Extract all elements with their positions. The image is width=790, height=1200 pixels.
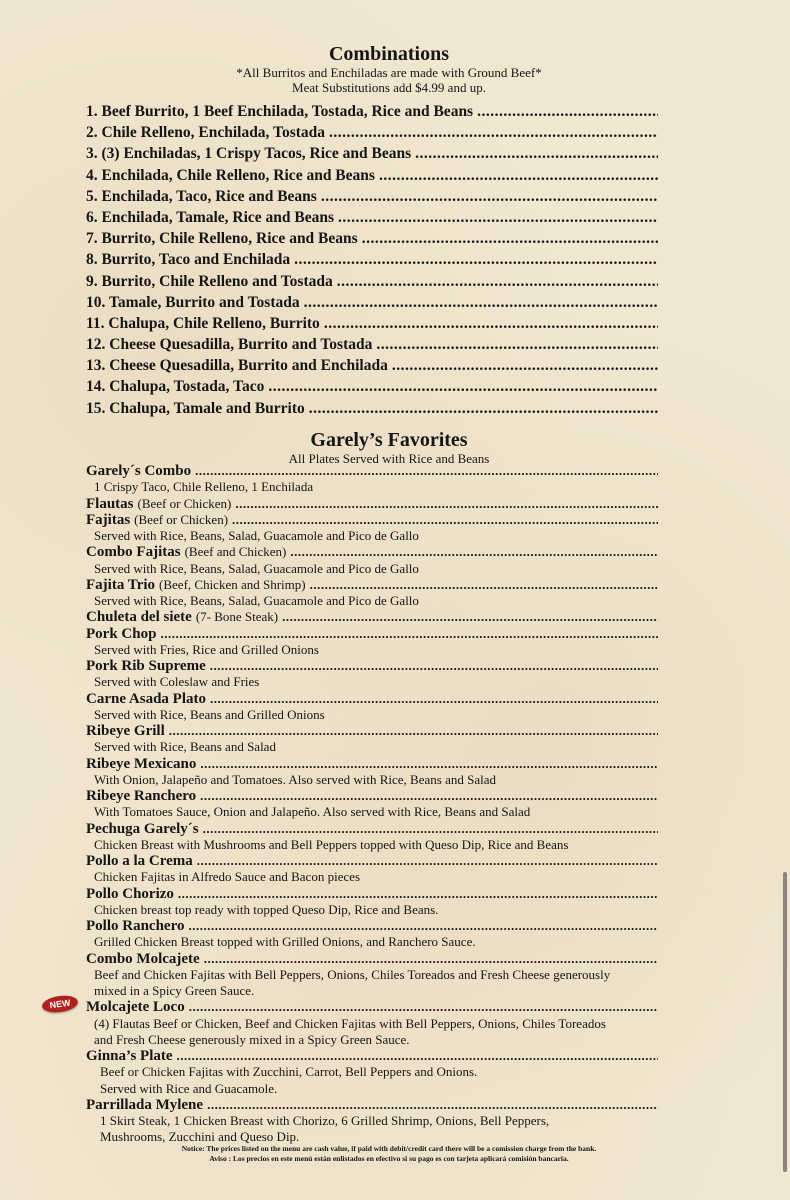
favorite-name: Molcajete Loco bbox=[86, 999, 185, 1016]
favorites-header bbox=[0, 429, 778, 466]
favorite-heading bbox=[86, 609, 658, 625]
combination-item bbox=[86, 292, 658, 313]
combinations-note-2: Meat Substitutions add $4.99 and up. bbox=[292, 80, 486, 95]
combination-item bbox=[86, 376, 658, 397]
combination-label: 12. Cheese Quesadilla, Burrito and Tostada bbox=[86, 336, 373, 354]
combinations-note-1: *All Burritos and Enchiladas are made with Ground Beef* bbox=[236, 65, 542, 80]
favorite-item bbox=[86, 626, 658, 659]
favorite-name: Flautas bbox=[86, 495, 134, 512]
combination-item bbox=[86, 249, 658, 270]
dot-leader bbox=[304, 292, 658, 313]
favorite-name: Ribeye Grill bbox=[86, 723, 165, 740]
combination-item bbox=[86, 228, 658, 249]
favorite-name: Garely´s Combo bbox=[86, 463, 192, 479]
dot-leader bbox=[177, 1048, 658, 1064]
price-notice-english: Notice: The prices listed on the menu are cash value, if paid with debit/credit card there will be a comission charge from the bank. bbox=[181, 1144, 597, 1153]
combination-label: 10. Tamale, Burrito and Tostada bbox=[86, 293, 300, 311]
favorite-name: Pechuga Garely´s bbox=[86, 820, 199, 837]
favorite-item bbox=[86, 544, 658, 577]
dot-leader bbox=[309, 398, 658, 419]
dot-leader bbox=[197, 853, 658, 869]
favorite-description: Served with Rice, Beans, Salad, Guacamole and Pico de Gallo bbox=[94, 528, 419, 544]
dot-leader bbox=[268, 376, 658, 397]
combination-item bbox=[86, 122, 658, 143]
favorite-heading bbox=[86, 788, 658, 804]
dot-leader bbox=[204, 951, 658, 967]
favorite-item bbox=[86, 788, 658, 821]
favorite-heading bbox=[86, 723, 658, 739]
favorite-note: (Beef, Chicken and Shrimp) bbox=[159, 576, 306, 592]
combination-label: 2. Chile Relleno, Enchilada, Tostada bbox=[86, 124, 326, 142]
price-notice bbox=[0, 1144, 778, 1164]
favorite-item bbox=[86, 609, 658, 625]
new-badge bbox=[41, 994, 79, 1015]
favorite-heading bbox=[86, 853, 658, 869]
favorite-description: Chicken Fajitas in Alfredo Sauce and Bacon pieces bbox=[94, 869, 361, 885]
combination-item bbox=[86, 101, 658, 122]
favorite-name: Pork Rib Supreme bbox=[86, 658, 206, 675]
scrollbar[interactable] bbox=[783, 872, 787, 1172]
favorite-item bbox=[86, 512, 658, 545]
dot-leader bbox=[169, 723, 658, 739]
favorite-heading bbox=[86, 951, 658, 967]
favorite-description: Served with Rice, Beans, Salad, Guacamole and Pico de Gallo bbox=[94, 593, 419, 609]
favorite-description: (4) Flautas Beef or Chicken, Beef and Chicken Fajitas with Bell Peppers, Onions, Chiles Toreados bbox=[94, 1015, 606, 1031]
favorites-title: Garely’s Favorites bbox=[310, 429, 468, 451]
favorite-name: Combo Fajitas bbox=[86, 544, 181, 561]
favorite-item bbox=[86, 886, 658, 919]
combination-label: 11. Chalupa, Chile Relleno, Burrito bbox=[86, 314, 320, 332]
dot-leader bbox=[477, 101, 658, 122]
combination-label: 4. Enchilada, Chile Relleno, Rice and Beans bbox=[86, 166, 375, 184]
favorite-heading bbox=[86, 496, 658, 512]
dot-leader bbox=[310, 577, 658, 593]
dot-leader bbox=[329, 122, 658, 143]
favorite-item bbox=[86, 821, 658, 854]
favorite-description: Beef or Chicken Fajitas with Zucchini, Carrot, Bell Peppers and Onions. bbox=[100, 1064, 478, 1080]
combination-item bbox=[86, 186, 658, 207]
combination-label: 7. Burrito, Chile Relleno, Rice and Beans bbox=[86, 230, 358, 248]
favorite-heading bbox=[86, 821, 658, 837]
new-badge-label: NEW bbox=[48, 997, 72, 1011]
combination-label: 15. Chalupa, Tamale and Burrito bbox=[86, 399, 305, 417]
favorite-item bbox=[86, 999, 658, 1048]
favorite-name: Fajitas bbox=[86, 511, 131, 528]
combination-item bbox=[86, 398, 658, 419]
dot-leader bbox=[200, 788, 658, 804]
combination-label: 3. (3) Enchiladas, 1 Crispy Tacos, Rice and Beans bbox=[86, 145, 412, 163]
favorite-item bbox=[86, 853, 658, 886]
combination-item bbox=[86, 313, 658, 334]
favorites-list bbox=[86, 463, 658, 1145]
favorite-heading bbox=[86, 626, 658, 642]
favorite-item bbox=[86, 918, 658, 951]
dot-leader bbox=[203, 821, 658, 837]
favorite-heading bbox=[86, 577, 658, 593]
dot-leader bbox=[338, 207, 658, 228]
dot-leader bbox=[195, 463, 658, 479]
favorite-item bbox=[86, 756, 658, 789]
favorite-description: Grilled Chicken Breast topped with Grilled Onions, and Ranchero Sauce. bbox=[94, 934, 476, 950]
favorite-description: Served with Rice, Beans and Grilled Onions bbox=[94, 706, 325, 722]
favorite-description: Served with Rice, Beans and Salad bbox=[94, 739, 276, 755]
dot-leader bbox=[282, 609, 658, 625]
dot-leader bbox=[200, 756, 658, 772]
combination-item bbox=[86, 355, 658, 376]
combination-item bbox=[86, 207, 658, 228]
dot-leader bbox=[379, 165, 658, 186]
dot-leader bbox=[232, 512, 658, 528]
combination-label: 14. Chalupa, Tostada, Taco bbox=[86, 378, 265, 396]
combination-item bbox=[86, 165, 658, 186]
dot-leader bbox=[294, 249, 658, 270]
favorite-description: Chicken breast top ready with topped Queso Dip, Rice and Beans. bbox=[94, 901, 439, 917]
favorite-note: (Beef and Chicken) bbox=[184, 544, 287, 560]
favorite-heading bbox=[86, 918, 658, 934]
favorite-note: (Beef or Chicken) bbox=[134, 511, 229, 527]
favorite-description: 1 Skirt Steak, 1 Chicken Breast with Chorizo, 6 Grilled Shrimp, Onions, Bell Peppers, bbox=[100, 1113, 550, 1128]
favorite-description: Mushrooms, Zucchini and Queso Dip. bbox=[100, 1129, 300, 1145]
favorite-name: Pollo a la Crema bbox=[86, 853, 193, 870]
dot-leader bbox=[210, 691, 658, 707]
dot-leader bbox=[189, 999, 658, 1015]
combination-label: 6. Enchilada, Tamale, Rice and Beans bbox=[86, 208, 335, 226]
favorite-item bbox=[86, 951, 658, 1000]
favorite-description: mixed in a Spicy Green Sauce. bbox=[94, 983, 255, 999]
dot-leader bbox=[207, 1097, 658, 1113]
dot-leader bbox=[324, 313, 658, 334]
favorite-name: Combo Molcajete bbox=[86, 950, 200, 967]
favorite-description: Beef and Chicken Fajitas with Bell Peppers, Onions, Chiles Toreados and Fresh Cheese generously bbox=[94, 966, 611, 982]
favorite-heading bbox=[86, 512, 658, 528]
favorite-description: 1 Crispy Taco, Chile Relleno, 1 Enchilada bbox=[94, 479, 314, 495]
favorite-item bbox=[86, 1048, 658, 1097]
favorite-item bbox=[86, 1097, 658, 1146]
favorite-note: (7- Bone Steak) bbox=[195, 609, 279, 625]
favorite-description: With Tomatoes Sauce, Onion and Jalapeño. Also served with Rice, Beans and Salad bbox=[94, 804, 531, 820]
dot-leader bbox=[392, 355, 658, 376]
favorite-description: Served with Fries, Rice and Grilled Onions bbox=[94, 641, 319, 657]
favorite-item bbox=[86, 658, 658, 691]
dot-leader bbox=[210, 658, 658, 674]
favorite-heading bbox=[86, 1097, 658, 1113]
favorite-name: Carne Asada Plato bbox=[86, 690, 206, 707]
combination-label: 13. Cheese Quesadilla, Burrito and Enchilada bbox=[86, 357, 388, 375]
dot-leader bbox=[321, 186, 658, 207]
dot-leader bbox=[188, 918, 658, 934]
favorite-item bbox=[86, 496, 658, 512]
dot-leader bbox=[290, 544, 658, 560]
favorite-item bbox=[86, 577, 658, 610]
dot-leader bbox=[160, 626, 658, 642]
dot-leader bbox=[235, 496, 658, 512]
favorite-description: Chicken Breast with Mushrooms and Bell Peppers topped with Queso Dip, Rice and Beans bbox=[94, 836, 569, 852]
combination-label: 1. Beef Burrito, 1 Beef Enchilada, Tostada, Rice and Beans bbox=[86, 103, 474, 120]
combination-item bbox=[86, 143, 658, 164]
dot-leader bbox=[337, 271, 658, 292]
favorite-heading bbox=[86, 691, 658, 707]
combinations-list bbox=[86, 101, 658, 419]
favorite-description: Served with Rice, Beans, Salad, Guacamole and Pico de Gallo bbox=[94, 560, 419, 576]
favorite-name: Parrillada Mylene bbox=[86, 1096, 204, 1113]
favorite-description: and Fresh Cheese generously mixed in a Spicy Green Sauce. bbox=[94, 1031, 410, 1047]
favorite-name: Ribeye Ranchero bbox=[86, 788, 197, 805]
price-notice-spanish: Aviso : Los precios en este menú están enlistados en efectivo si su pago es con tarjeta aplicará comisión bancaria. bbox=[209, 1154, 569, 1163]
favorite-heading bbox=[86, 756, 658, 772]
favorite-name: Ribeye Mexicano bbox=[86, 755, 197, 772]
favorite-heading bbox=[86, 463, 658, 479]
favorite-name: Fajita Trio bbox=[86, 576, 156, 593]
combination-label: 8. Burrito, Taco and Enchilada bbox=[86, 251, 291, 269]
favorite-heading bbox=[86, 1048, 658, 1064]
dot-leader bbox=[362, 228, 658, 249]
favorite-note: (Beef or Chicken) bbox=[137, 495, 232, 511]
combination-item bbox=[86, 271, 658, 292]
favorite-name: Pork Chop bbox=[86, 625, 157, 642]
favorite-item bbox=[86, 691, 658, 724]
combinations-header bbox=[0, 43, 778, 95]
combination-item bbox=[86, 334, 658, 355]
dot-leader bbox=[415, 143, 658, 164]
combination-label: 5. Enchilada, Taco, Rice and Beans bbox=[86, 187, 317, 205]
favorite-item bbox=[86, 723, 658, 756]
favorite-name: Pollo Chorizo bbox=[86, 885, 174, 902]
favorite-heading bbox=[86, 544, 658, 560]
favorite-name: Chuleta del siete bbox=[86, 609, 192, 626]
favorite-heading bbox=[86, 999, 658, 1015]
favorite-description: Served with Rice and Guacamole. bbox=[100, 1080, 278, 1096]
favorite-description: With Onion, Jalapeño and Tomatoes. Also served with Rice, Beans and Salad bbox=[94, 771, 496, 787]
favorite-name: Ginna’s Plate bbox=[86, 1048, 173, 1064]
favorite-heading bbox=[86, 658, 658, 674]
favorite-name: Pollo Ranchero bbox=[86, 918, 185, 935]
favorite-description: Served with Coleslaw and Fries bbox=[94, 674, 260, 690]
dot-leader bbox=[376, 334, 658, 355]
favorite-heading bbox=[86, 886, 658, 902]
favorites-subtitle: All Plates Served with Rice and Beans bbox=[288, 451, 490, 466]
combination-label: 9. Burrito, Chile Relleno and Tostada bbox=[86, 272, 333, 290]
dot-leader bbox=[178, 886, 658, 902]
favorite-item bbox=[86, 463, 658, 496]
combinations-title: Combinations bbox=[328, 43, 450, 65]
